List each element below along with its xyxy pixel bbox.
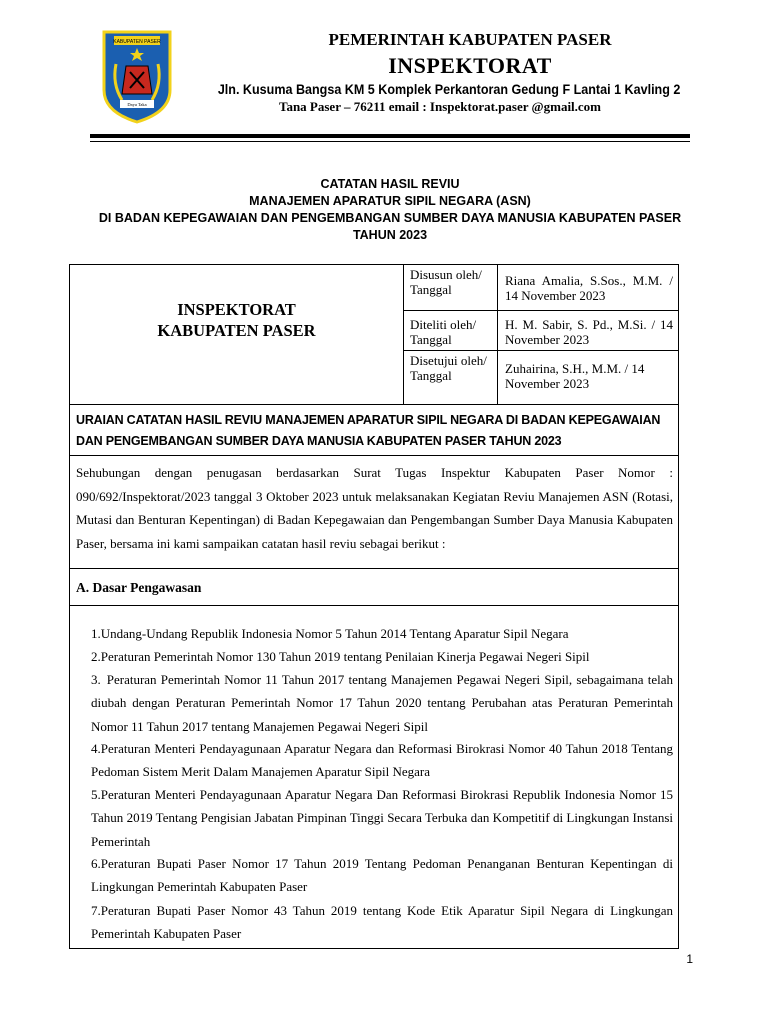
approved-value: Zuhairina, S.H., M.M. / 14 November 2023 <box>505 361 645 391</box>
list-item: 5.Peraturan Menteri Pendayagunaan Aparatur Negara Dan Reformasi Birokrasi Republik Indonesia Nomor 15 Tahun 2019 Tentang Pengisian Jabatan Pimpinan Tinggi Secara Terbuka dan Kompetitif di Lingkungan Instansi Pemerintah <box>91 787 673 849</box>
intro-paragraph: Sehubungan dengan penugasan berdasarkan Surat Tugas Inspektur Kabupaten Paser Nomor : 090/692/Inspektorat/2023 tanggal 3 Oktober 2023 untuk melaksanakan Kegiatan Reviu Manajemen ASN (Rotasi, Mutasi dan Benturan Kepentingan) di Badan Kepegawaian dan Pengembangan Sumber Daya Manusia Kabupaten Paser, bersama ini kami sampaikan catatan hasil reviu sebagai berikut : <box>76 465 673 551</box>
list-item: 3. Peraturan Pemerintah Nomor 11 Tahun 2017 tentang Manajemen Pegawai Negeri Sipil, sebagaimana telah diubah dengan Peraturan Pemerintah Nomor 17 Tahun 2020 tentang Perubahan atas Peraturan Pemerintah Nomor 11 Tahun 2017 tentang Manajemen Pegawai Negeri Sipil <box>91 672 673 734</box>
agency-name: INSPEKTORAT <box>388 53 552 78</box>
list-item: 6.Peraturan Bupati Paser Nomor 17 Tahun 2019 Tentang Pedoman Penanganan Benturan Kepentingan di Lingkungan Pemerintah Kabupaten Paser <box>91 856 673 895</box>
doc-title-4: TAHUN 2023 <box>352 228 428 242</box>
header-rule-thin <box>90 141 690 142</box>
city-email: Tana Paser – 76211 email : Inspektorat.paser @gmail.com <box>278 99 602 114</box>
doc-title-2: MANAJEMEN APARATUR SIPIL NEGARA (ASN) <box>249 194 531 208</box>
prepared-value: Riana Amalia, S.Sos., M.M. / 14 November 2023 <box>505 273 673 303</box>
reviewed-label: Diteliti oleh/ Tanggal <box>410 317 477 347</box>
doc-title-1: CATATAN HASIL REVIU <box>320 177 460 191</box>
org-line-2: KABUPATEN PASER <box>157 321 316 340</box>
approved-label: Disetujui oleh/ Tanggal <box>410 353 487 383</box>
prepared-label: Disusun oleh/ Tanggal <box>410 267 482 297</box>
logo-text-top: KABUPATEN PASER <box>113 39 161 45</box>
uraian-line-1: URAIAN CATATAN HASIL REVIU MANAJEMEN APARATUR SIPIL NEGARA DI BADAN KEPEGAWAIAN <box>76 413 661 427</box>
regency-logo <box>100 28 174 124</box>
uraian-heading <box>76 410 676 452</box>
list-item: 7.Peraturan Bupati Paser Nomor 43 Tahun 2019 tentang Kode Etik Aparatur Sipil Negara di Lingkungan Pemerintah Kabupaten Paser <box>91 903 673 942</box>
org-block <box>70 299 403 341</box>
section-a-heading: A. Dasar Pengawasan <box>76 580 202 595</box>
doc-title-3: DI BADAN KEPEGAWAIAN DAN PENGEMBANGAN SUMBER DAYA MANUSIA KABUPATEN PASER <box>98 211 682 225</box>
header-rule-thick <box>90 134 690 138</box>
org-line-1: INSPEKTORAT <box>177 300 296 319</box>
gov-name: PEMERINTAH KABUPATEN PASER <box>328 30 612 49</box>
list-item: 1.Undang-Undang Republik Indonesia Nomor 5 Tahun 2014 Tentang Aparatur Sipil Negara <box>91 626 569 641</box>
list-item: 4.Peraturan Menteri Pendayagunaan Aparatur Negara dan Reformasi Birokrasi Nomor 40 Tahun 2018 Tentang Pedoman Sistem Merit Dalam Manajemen Aparatur Sipil Negara <box>91 741 673 780</box>
uraian-line-2: DAN PENGEMBANGAN SUMBER DAYA MANUSIA KABUPATEN PASER TAHUN 2023 <box>76 434 562 448</box>
list-item: 2.Peraturan Pemerintah Nomor 130 Tahun 2019 tentang Penilaian Kinerja Pegawai Negeri Sipil <box>91 649 590 664</box>
reviewed-value: H. M. Sabir, S. Pd., M.Si. / 14 November 2023 <box>505 317 673 347</box>
page-number: 1 <box>686 952 693 966</box>
address: Jln. Kusuma Bangsa KM 5 Komplek Perkantoran Gedung F Lantai 1 Kavling 2 <box>217 82 681 97</box>
logo-text-bottom: Daya Taka <box>127 102 147 107</box>
